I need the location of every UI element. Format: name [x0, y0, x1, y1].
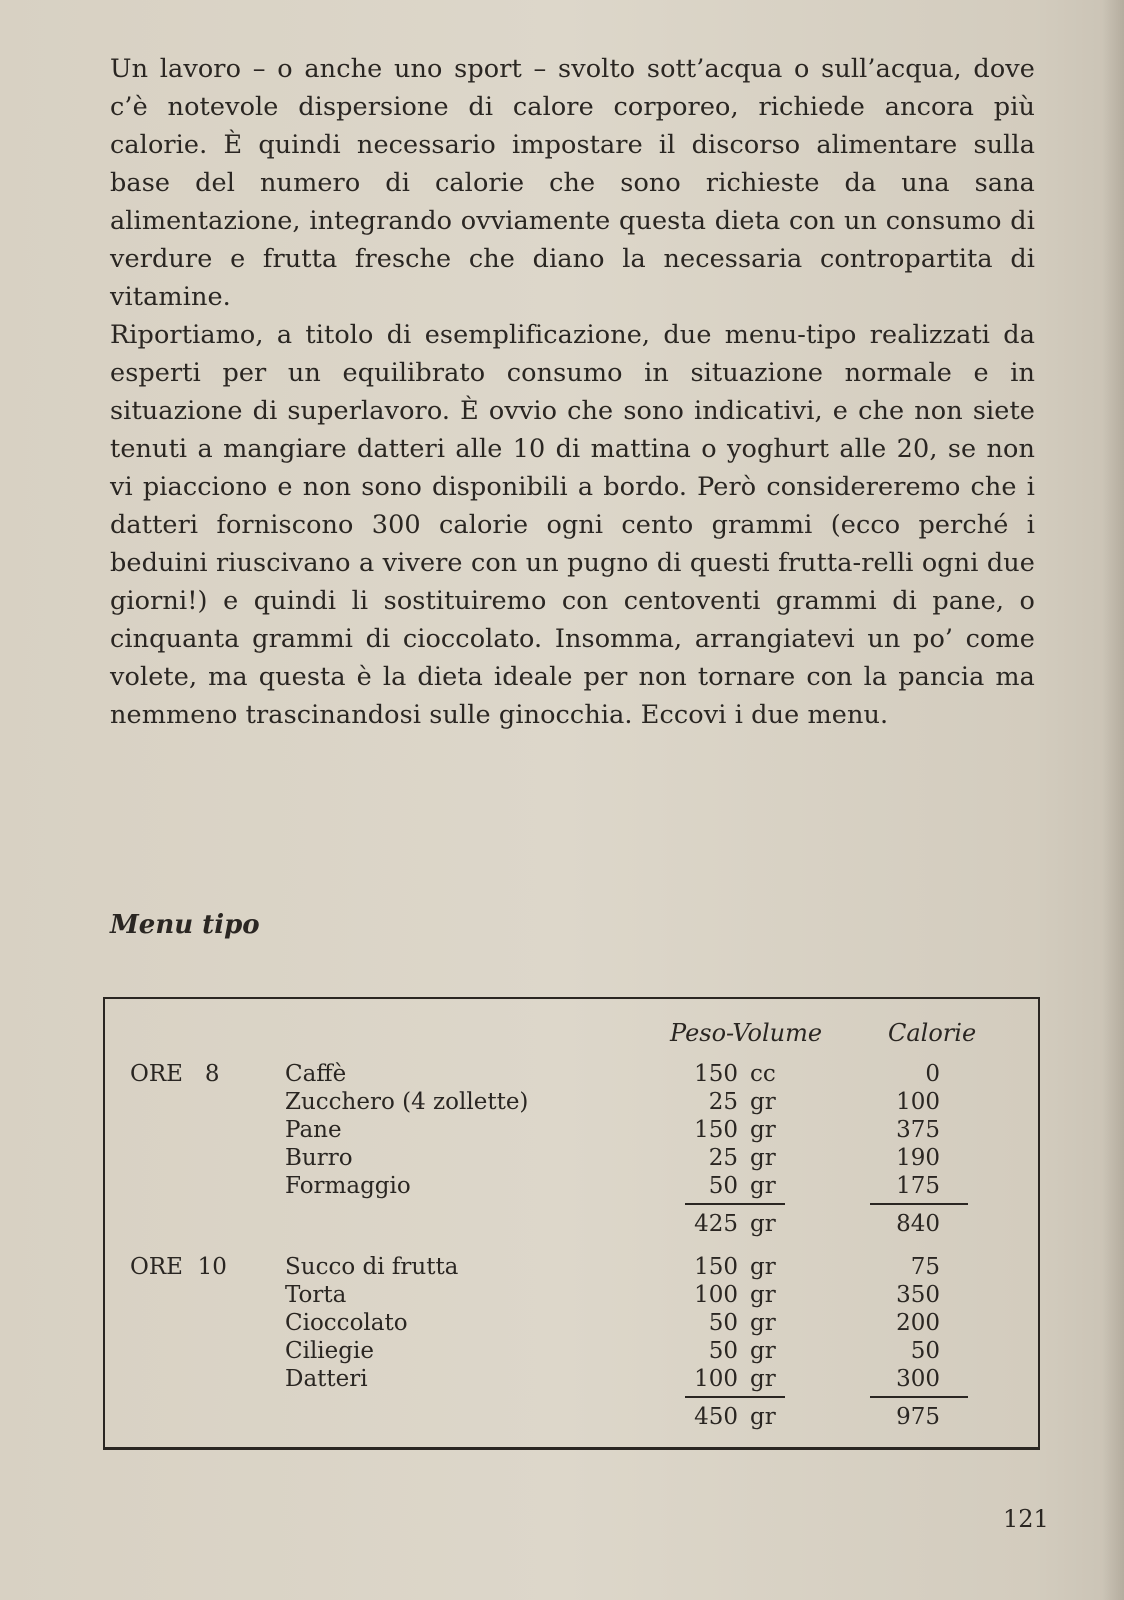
table-row [105, 1282, 1038, 1310]
menu-block-ore-8 [105, 1061, 1038, 1237]
time-label: ORE 10 [130, 1254, 227, 1280]
quantity-unit: gr [750, 1366, 776, 1392]
food-name: Zucchero (4 zollette) [285, 1089, 529, 1115]
section-title: Menu tipo [110, 910, 260, 940]
table-row [105, 1061, 1038, 1089]
table-row [105, 1310, 1038, 1338]
sum-rule-calories [870, 1396, 968, 1398]
total-unit: gr [750, 1211, 776, 1237]
page-number: 121 [1003, 1505, 1049, 1533]
quantity-value: 50 [708, 1173, 738, 1199]
food-name: Ciliegie [285, 1338, 374, 1364]
table-row [105, 1173, 1038, 1201]
sum-rule-calories [870, 1203, 968, 1205]
quantity-unit: gr [750, 1254, 776, 1280]
quantity-unit: gr [750, 1089, 776, 1115]
quantity-unit: gr [750, 1117, 776, 1143]
calorie-value: 100 [896, 1089, 940, 1115]
calorie-value: 190 [896, 1145, 940, 1171]
calorie-value: 50 [910, 1338, 940, 1364]
quantity-unit: gr [750, 1282, 776, 1308]
quantity-value: 50 [708, 1310, 738, 1336]
quantity-value: 150 [694, 1254, 738, 1280]
food-name: Pane [285, 1117, 342, 1143]
paragraph-1: Un lavoro – o anche uno sport – svolto sott’acqua o sull’acqua, dove c’è notevole dispersione di calore corporeo, richiede ancora più calorie. È quindi necessario impostare il discorso alimentare sulla base del numero di calorie che sono richieste da una sana alimentazione, integrando ovviamente questa dieta con un consumo di verdure e frutta fresche che diano la necessaria contropartita di vitamine. [110, 54, 1035, 312]
food-name: Formaggio [285, 1173, 411, 1199]
food-name: Succo di frutta [285, 1254, 459, 1280]
column-header-peso-volume: Peso-Volume [670, 1019, 823, 1047]
sum-rule-quantity [685, 1396, 785, 1398]
quantity-value: 150 [694, 1061, 738, 1087]
total-quantity: 425 [694, 1211, 738, 1237]
food-name: Datteri [285, 1366, 368, 1392]
calorie-value: 300 [896, 1366, 940, 1392]
quantity-value: 50 [708, 1338, 738, 1364]
food-name: Caffè [285, 1061, 347, 1087]
food-name: Burro [285, 1145, 353, 1171]
food-name: Torta [285, 1282, 347, 1308]
calorie-value: 0 [925, 1061, 940, 1087]
quantity-value: 150 [694, 1117, 738, 1143]
quantity-value: 100 [694, 1282, 738, 1308]
quantity-value: 25 [708, 1089, 738, 1115]
table-row [105, 1117, 1038, 1145]
time-label: ORE 8 [130, 1061, 220, 1087]
quantity-unit: cc [750, 1061, 776, 1087]
table-row [105, 1089, 1038, 1117]
total-calories: 975 [896, 1404, 940, 1430]
food-name: Cioccolato [285, 1310, 408, 1336]
page-edge-shadow [1102, 0, 1124, 1600]
table-row [105, 1338, 1038, 1366]
paragraph-2: Riportiamo, a titolo di esemplificazione, due menu-tipo realizzati da esperti per un equilibrato consumo in situazione normale e in situazione di superlavoro. È ovvio che sono indicativi, e che non siete tenuti a mangiare datteri alle 10 di mattina o yoghurt alle 20, se non vi piacciono e non sono disponibili a bordo. Però considereremo che i datteri forniscono 300 calorie ogni cento grammi (ecco perché i beduini riuscivano a vivere con un pugno di questi frutta-relli ogni due giorni!) e quindi li sostituiremo con centoventi grammi di pane, o cinquanta grammi di cioccolato. Insomma, arrangiatevi un po’ come volete, ma questa è la dieta ideale per non tornare con la pancia ma nemmeno trascinandosi sulle ginocchia. Eccovi i due menu. [110, 320, 1035, 730]
body-text [110, 50, 1035, 734]
calorie-value: 350 [896, 1282, 940, 1308]
quantity-unit: gr [750, 1338, 776, 1364]
calorie-value: 175 [896, 1173, 940, 1199]
total-row [105, 1207, 1038, 1237]
quantity-value: 100 [694, 1366, 738, 1392]
menu-block-ore-10 [105, 1254, 1038, 1430]
total-unit: gr [750, 1404, 776, 1430]
total-row [105, 1400, 1038, 1430]
sum-rule-quantity [685, 1203, 785, 1205]
calorie-value: 200 [896, 1310, 940, 1336]
menu-table [103, 997, 1040, 1450]
calorie-value: 75 [910, 1254, 940, 1280]
quantity-unit: gr [750, 1145, 776, 1171]
table-row [105, 1254, 1038, 1282]
table-row [105, 1366, 1038, 1394]
calorie-value: 375 [896, 1117, 940, 1143]
column-header-calorie: Calorie [888, 1019, 977, 1047]
total-calories: 840 [896, 1211, 940, 1237]
quantity-value: 25 [708, 1145, 738, 1171]
total-quantity: 450 [694, 1404, 738, 1430]
quantity-unit: gr [750, 1310, 776, 1336]
table-row [105, 1145, 1038, 1173]
quantity-unit: gr [750, 1173, 776, 1199]
